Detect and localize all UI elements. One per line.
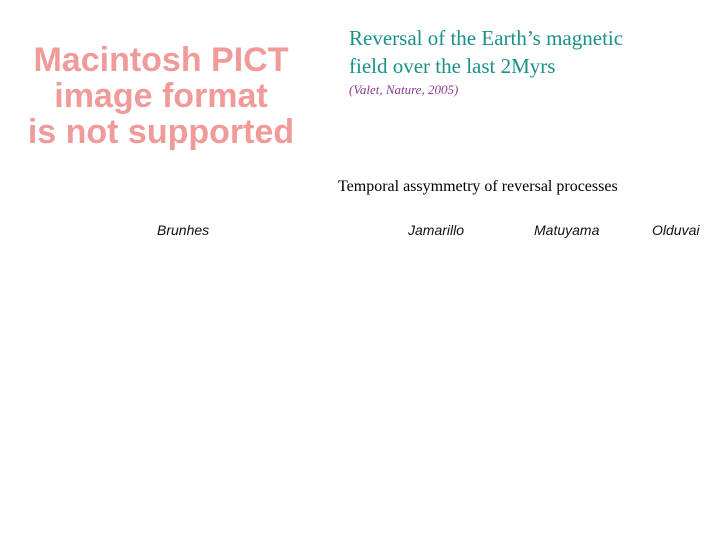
- unsupported-image-placeholder: [0, 42, 322, 150]
- placeholder-line-1: Macintosh PICT: [33, 41, 289, 79]
- title-line-2: field over the last 2Myrs: [349, 54, 556, 78]
- placeholder-line-3: is not supported: [27, 113, 295, 151]
- chron-label-olduvai: Olduvai: [652, 222, 700, 238]
- citation: (Valet, Nature, 2005): [349, 82, 459, 97]
- chron-label-brunhes: Brunhes: [157, 222, 210, 238]
- chron-label-matuyama: Matuyama: [534, 222, 600, 238]
- chron-label-jamarillo: Jamarillo: [408, 222, 465, 238]
- title-line-1: Reversal of the Earth’s magnetic: [349, 26, 624, 50]
- placeholder-line-2: image format: [54, 77, 268, 115]
- slide-title: [349, 24, 709, 80]
- subtitle: Temporal assymmetry of reversal processes: [338, 178, 618, 195]
